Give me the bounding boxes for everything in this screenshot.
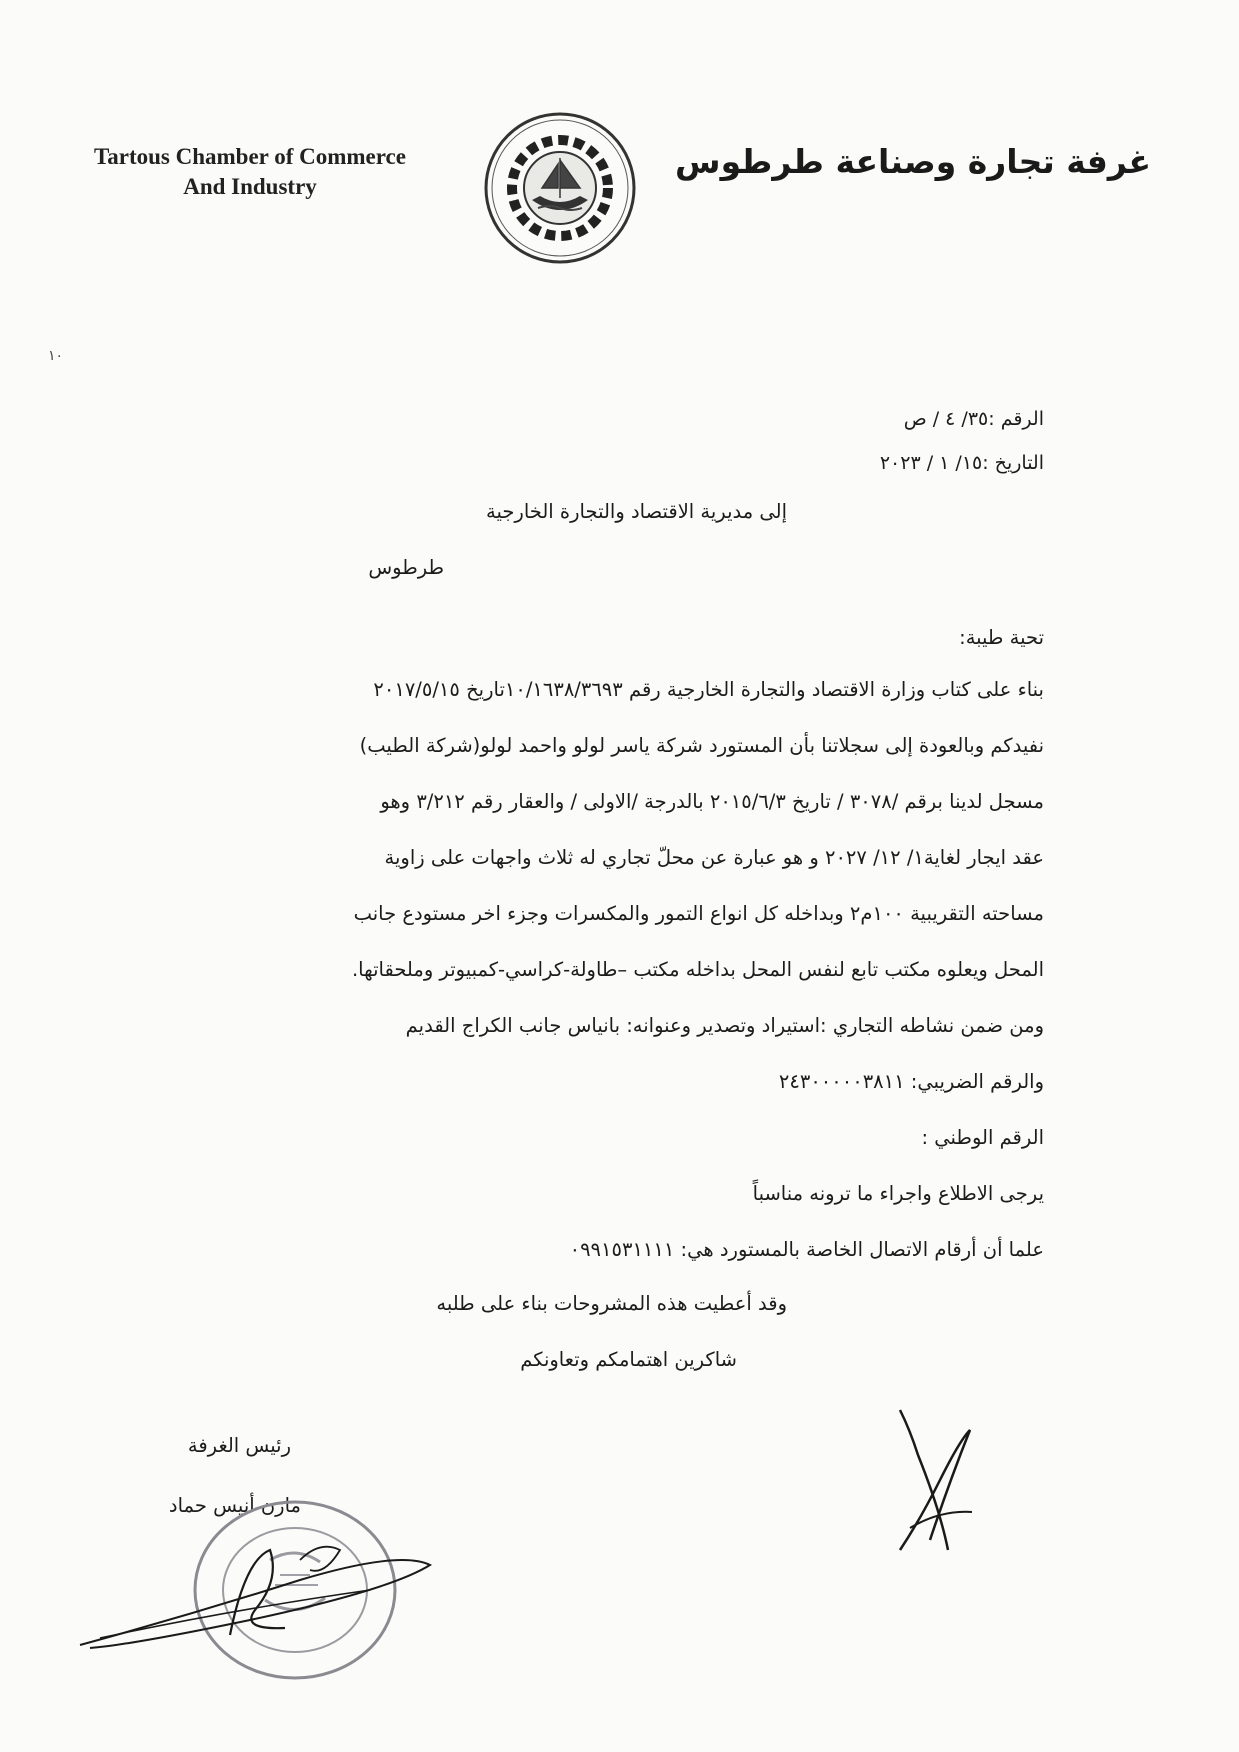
request-line: يرجى الاطلاع واجراء ما ترونه مناسباً — [752, 1182, 1044, 1205]
body-line: بناء على كتاب وزارة الاقتصاد والتجارة الخارجية رقم ١٠/١٦٣٨/٣٦٩٣تاريخ ٢٠١٧/٥/١٥ — [373, 678, 1044, 701]
contact-numbers: علما أن أرقام الاتصال الخاصة بالمستورد هي: ٠٩٩١٥٣١١١١ — [569, 1238, 1044, 1261]
body-line: مسجل لدينا برقم /٣٠٧٨ / تاريخ ٢٠١٥/٦/٣ بالدرجة /الاولى / والعقار رقم ٣/٢١٢ وهو — [380, 790, 1044, 813]
recipient-line2: طرطوس — [368, 556, 444, 579]
approval-signature-icon — [880, 1400, 990, 1570]
english-name-line1: Tartous Chamber of Commerce — [94, 144, 406, 169]
chamber-logo-icon — [480, 108, 640, 268]
body-line: المحل ويعلوه مكتب تابع لنفس المحل بداخله مكتب –طاولة-كراسي-كمبيوتر وملحقاتها. — [351, 958, 1044, 981]
signature-scribble-icon — [70, 1520, 450, 1660]
body-line: ومن ضمن نشاطه التجاري :استيراد وتصدير وعنوانه: بانياس جانب الكراج القديم — [405, 1014, 1044, 1037]
body-line: عقد ايجار لغاية١/ ١٢/ ٢٠٢٧ و هو عبارة عن محلّ تجاري له ثلاث واجهات على زاوية — [384, 846, 1044, 869]
tax-number: والرقم الضريبي: ٢٤٣٠٠٠٠٠٣٨١١ — [778, 1070, 1044, 1093]
english-chamber-name — [50, 142, 450, 202]
closing-line2: شاكرين اهتمامكم وتعاونكم — [520, 1348, 737, 1371]
reference-number: الرقم :٣٥/ ٤ / ص — [903, 408, 1044, 430]
signatory-title: رئيس الغرفة — [187, 1434, 291, 1457]
document-date: التاريخ :١٥/ ١ / ٢٠٢٣ — [879, 452, 1044, 474]
english-name-line2: And Industry — [183, 174, 317, 199]
recipient-line1: إلى مديرية الاقتصاد والتجارة الخارجية — [486, 500, 787, 523]
closing-line1: وقد أعطيت هذه المشروحات بناء على طلبه — [436, 1292, 787, 1315]
margin-mark: ١٠ — [48, 348, 64, 364]
greeting: تحية طيبة: — [959, 626, 1044, 649]
body-line: مساحته التقريبية ١٠٠م٢ وبداخله كل انواع التمور والمكسرات وجزء اخر مستودع جانب — [353, 902, 1044, 925]
signatory-name: مازن أنيس حماد — [168, 1494, 301, 1517]
arabic-chamber-name: غرفة تجارة وصناعة طرطوس — [675, 142, 1151, 181]
national-number: الرقم الوطني : — [921, 1126, 1044, 1149]
body-line: نفيدكم وبالعودة إلى سجلاتنا بأن المستورد شركة ياسر لولو واحمد لولو(شركة الطيب) — [359, 734, 1044, 757]
